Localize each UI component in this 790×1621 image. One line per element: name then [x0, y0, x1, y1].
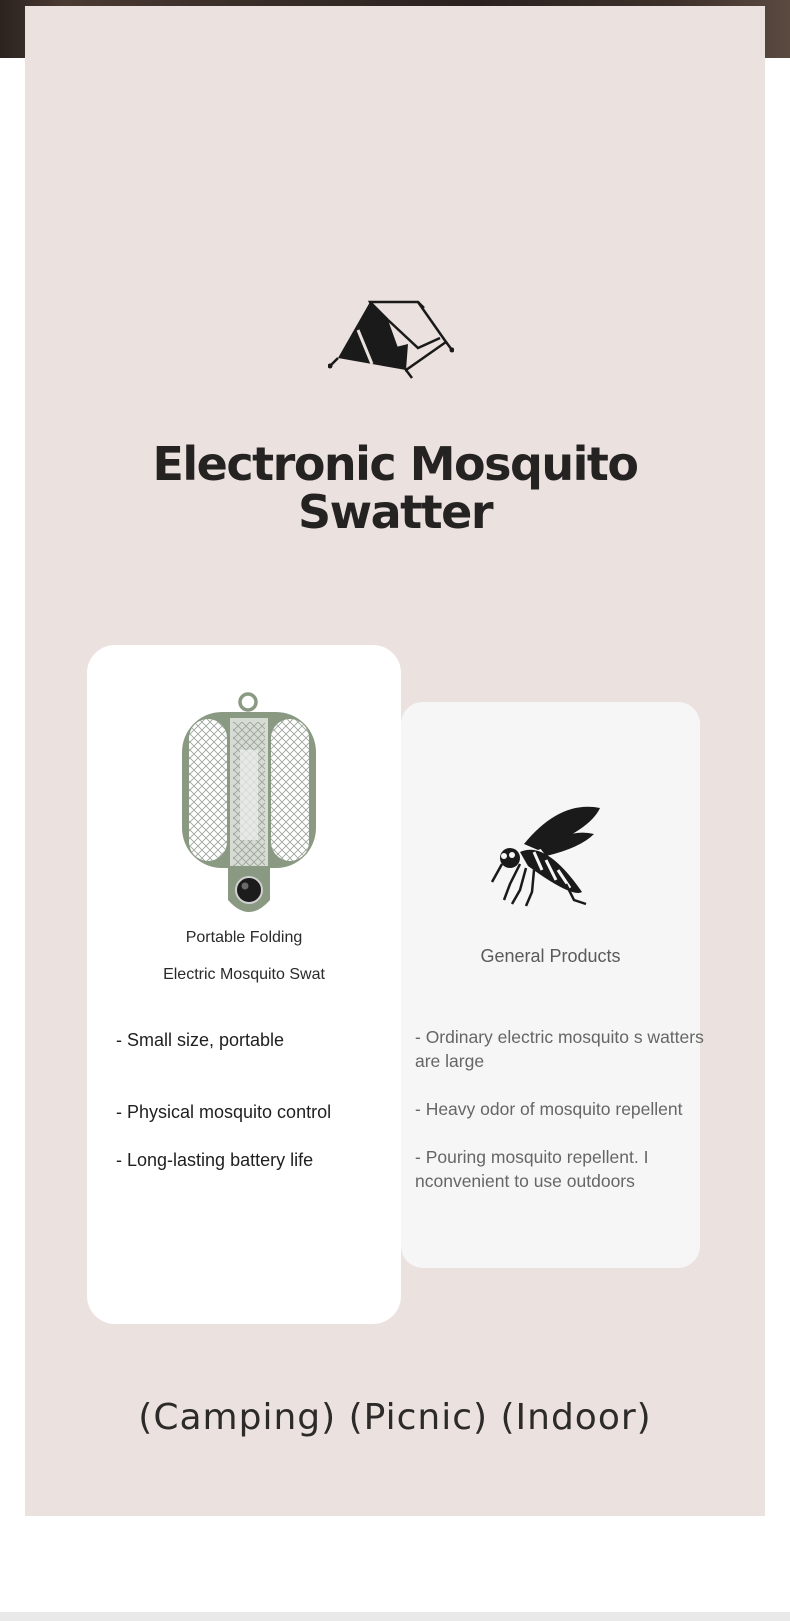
- feature-item: - Small size, portable: [116, 1030, 285, 1050]
- drawback-item: - Pouring mosquito repellent. I nconvenient to use outdoors: [415, 1147, 649, 1191]
- drawback-item: - Ordinary electric mosquito s watters are large: [415, 1027, 704, 1071]
- feature-item: - Long-lasting battery life: [116, 1150, 314, 1170]
- product-name-line-2: Electric Mosquito Swat: [163, 966, 325, 983]
- general-products-label: General Products: [480, 946, 621, 966]
- title-line-2: Swatter: [297, 485, 493, 539]
- page-title: [0, 437, 790, 539]
- product-image: [178, 690, 320, 918]
- drawback-item: - Heavy odor of mosquito repellent: [415, 1099, 683, 1119]
- title-line-1: Electronic Mosquito: [152, 437, 638, 491]
- product-name-line-1: Portable Folding: [185, 929, 303, 946]
- feature-item: - Physical mosquito control: [116, 1102, 332, 1122]
- mosquito-icon: [490, 800, 610, 910]
- tent-icon: [328, 300, 454, 380]
- bottom-divider: [0, 1612, 790, 1621]
- usage-tags: (Camping) (Picnic) (Indoor): [138, 1397, 652, 1438]
